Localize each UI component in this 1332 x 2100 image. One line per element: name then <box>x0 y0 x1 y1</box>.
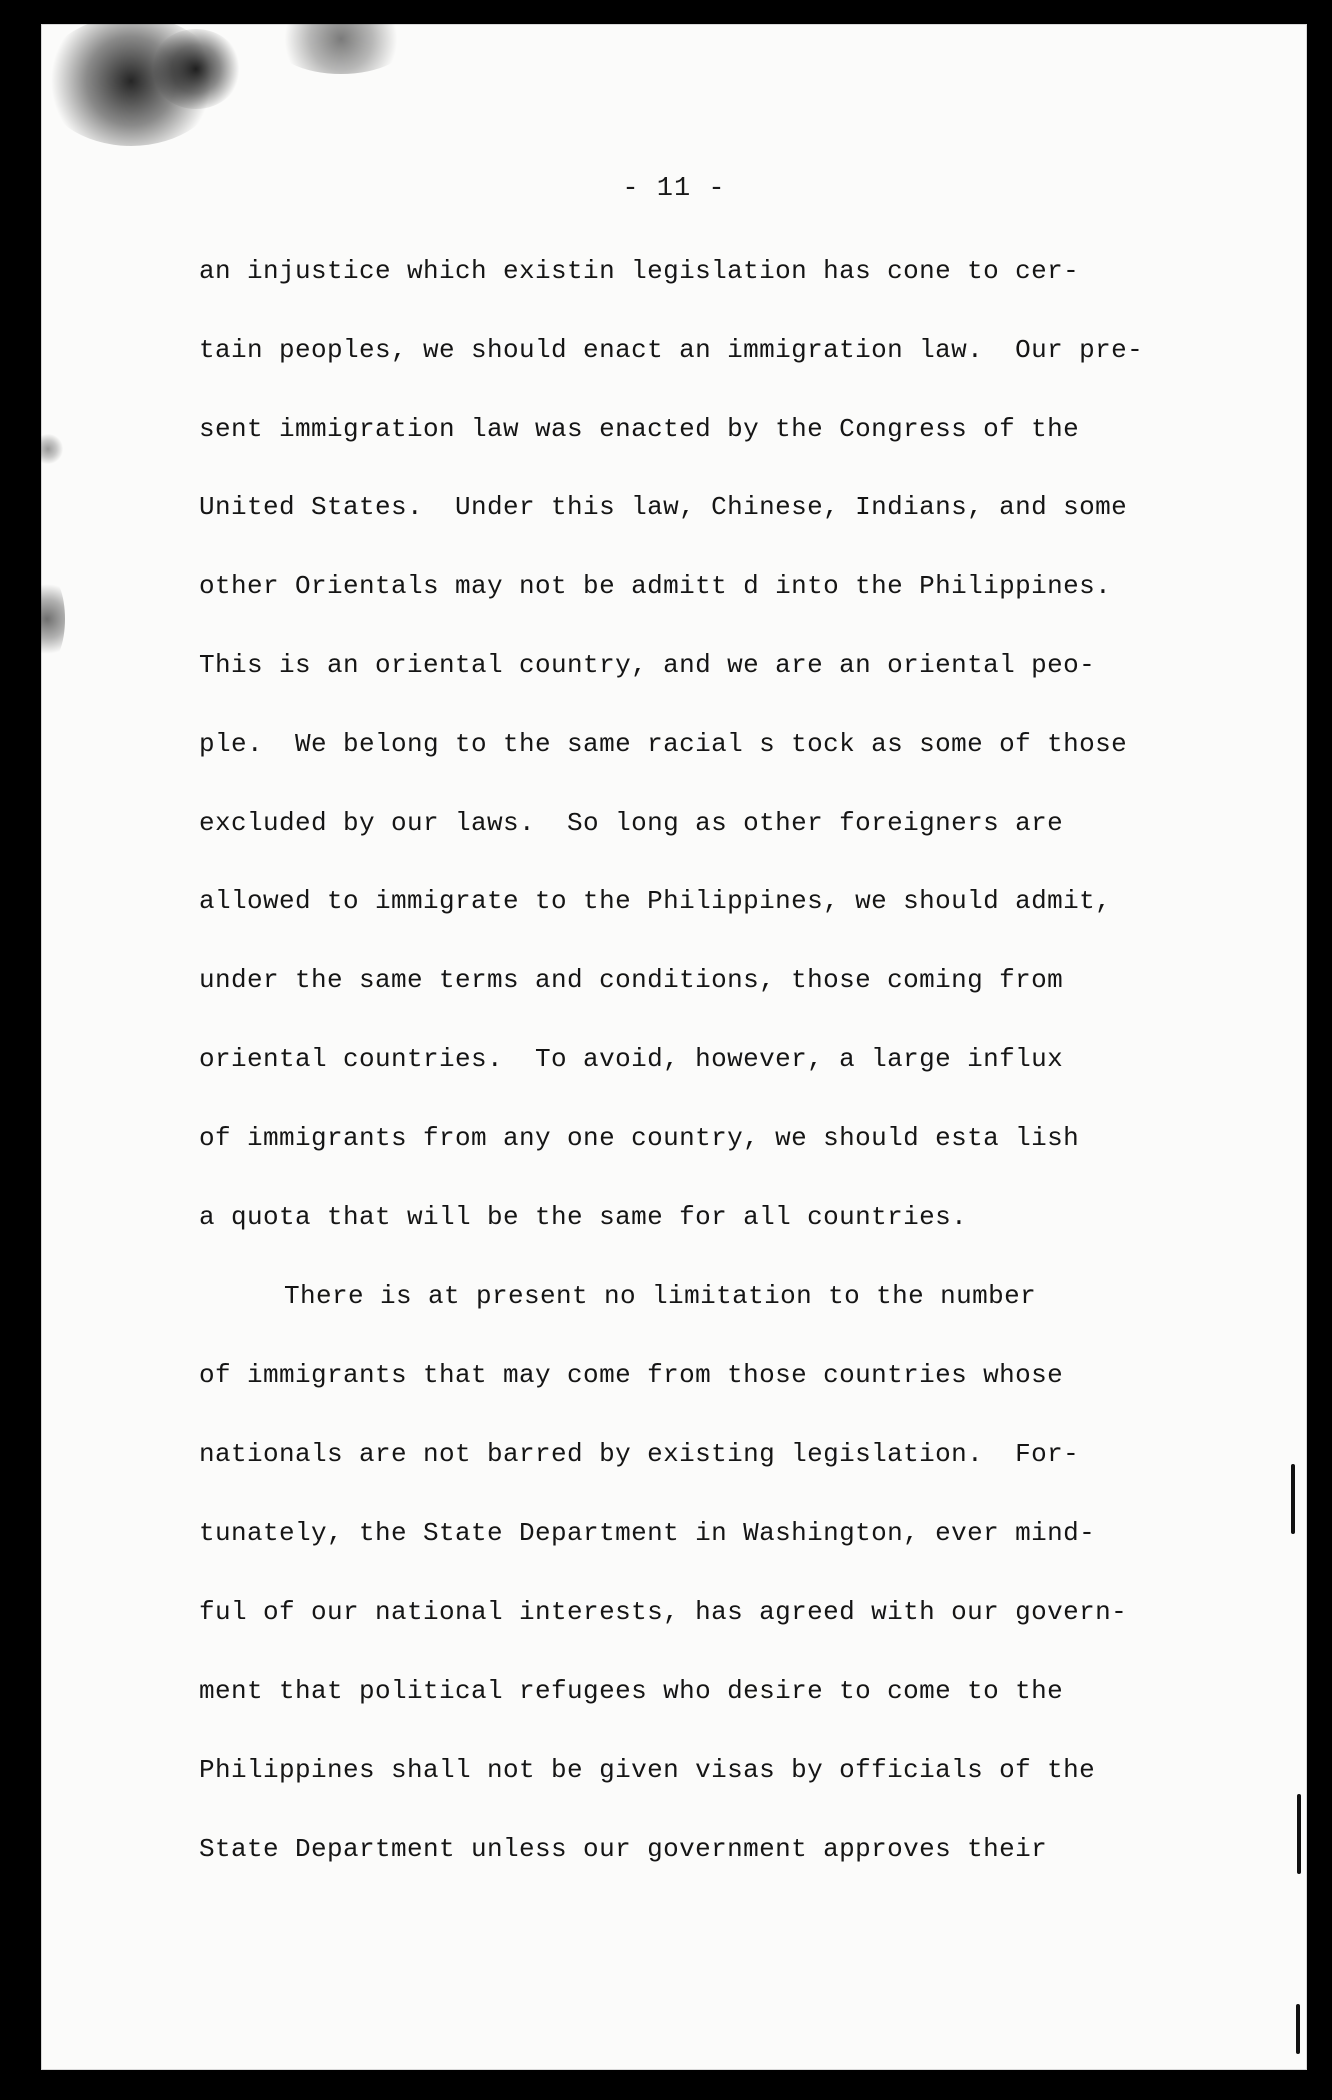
text-line: United States. Under this law, Chinese, Indians, and some <box>199 492 1128 522</box>
text-line: of immigrants that may come from those countries whose <box>199 1360 1064 1390</box>
text-line: There is at present no limitation to the number <box>284 1281 1037 1311</box>
text-line: sent immigration law was enacted by the Congress of the <box>199 414 1080 444</box>
text-line: other Orientals may not be admitt d into the Philippines. <box>199 571 1112 601</box>
text-line: a quota that will be the same for all countries. <box>199 1202 968 1232</box>
text-line: oriental countries. To avoid, however, a large influx <box>199 1044 1064 1074</box>
text-line: ful of our national interests, has agreed with our govern- <box>199 1597 1128 1627</box>
text-line: excluded by our laws. So long as other foreigners are <box>199 808 1064 838</box>
text-line: nationals are not barred by existing legislation. For- <box>199 1439 1080 1469</box>
text-line: of immigrants from any one country, we should esta lish <box>199 1123 1080 1153</box>
page-number: - 11 - <box>622 174 726 204</box>
ink-smudge <box>41 24 221 146</box>
text-line: This is an oriental country, and we are an oriental peo- <box>199 650 1096 680</box>
ink-smudge <box>271 24 411 74</box>
ink-smudge <box>151 29 241 109</box>
text-line: ple. We belong to the same racial s tock as some of those <box>199 729 1128 759</box>
edge-mark <box>1291 1464 1295 1534</box>
text-line: Philippines shall not be given visas by officials of the <box>199 1755 1096 1785</box>
text-line: allowed to immigrate to the Philippines, we should admit, <box>199 886 1112 916</box>
edge-mark <box>1296 2004 1300 2054</box>
text-line: tunately, the State Department in Washington, ever mind- <box>199 1518 1096 1548</box>
typed-page <box>41 24 1307 2070</box>
text-line: under the same terms and conditions, those coming from <box>199 965 1064 995</box>
ink-smudge <box>41 574 65 664</box>
edge-mark <box>1297 1794 1301 1874</box>
text-line: State Department unless our government approves their <box>199 1834 1048 1864</box>
text-line: ment that political refugees who desire to come to the <box>199 1676 1064 1706</box>
text-line: tain peoples, we should enact an immigration law. Our pre- <box>199 335 1144 365</box>
ink-smudge <box>41 434 63 464</box>
text-line: an injustice which existin legislation has cone to cer- <box>199 256 1080 286</box>
